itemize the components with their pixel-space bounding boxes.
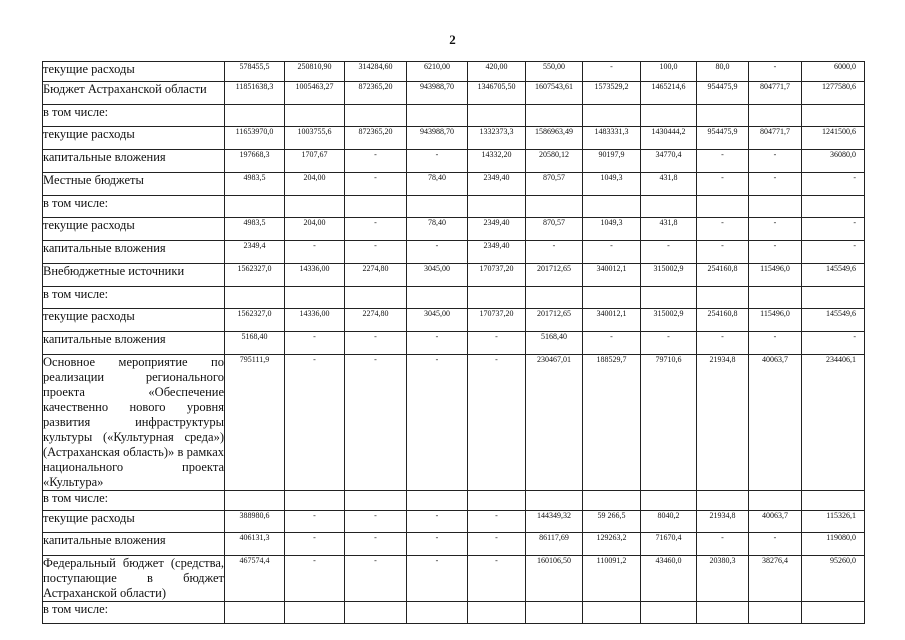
table-cell: 2349,40 [468, 173, 526, 196]
table-cell: - [526, 241, 583, 264]
table-cell: 1049,3 [583, 173, 641, 196]
table-cell [697, 602, 749, 624]
table-cell: 954475,9 [697, 82, 749, 105]
table-cell: 78,40 [407, 218, 468, 241]
table-row [43, 196, 865, 218]
table-cell: - [641, 332, 697, 355]
table-cell: 872365,20 [345, 82, 407, 105]
table-cell [583, 602, 641, 624]
table-cell: 1346705,50 [468, 82, 526, 105]
table-cell: 115496,0 [749, 264, 802, 287]
table-cell [802, 105, 865, 127]
table-cell [285, 196, 345, 218]
table-cell [225, 491, 285, 511]
table-cell: 144349,32 [526, 511, 583, 533]
table-cell [526, 491, 583, 511]
table-cell [285, 491, 345, 511]
table-cell [697, 196, 749, 218]
table-cell: - [407, 241, 468, 264]
row-label: капитальные вложения [43, 533, 225, 556]
table-cell: 578455,5 [225, 62, 285, 82]
table-cell: - [345, 511, 407, 533]
table-cell: 1707,67 [285, 150, 345, 173]
table-cell: 954475,9 [697, 127, 749, 150]
table-cell: 21934,8 [697, 511, 749, 533]
table-cell: - [583, 241, 641, 264]
table-cell: 115326,1 [802, 511, 865, 533]
table-cell [225, 105, 285, 127]
table-cell: 1562327,0 [225, 309, 285, 332]
table-cell: 14336,00 [285, 264, 345, 287]
table-cell: - [697, 533, 749, 556]
table-row [43, 218, 865, 241]
table-cell: - [285, 241, 345, 264]
row-label: Федеральный бюджет (средства, поступающие в бюджет Астраханской области) [43, 556, 224, 600]
table-cell: 59 266,5 [583, 511, 641, 533]
table-cell: - [468, 556, 526, 602]
table-cell: 870,57 [526, 173, 583, 196]
table-cell: 2349,40 [468, 218, 526, 241]
table-cell: - [345, 218, 407, 241]
table-cell [583, 105, 641, 127]
table-row [43, 150, 865, 173]
table-cell: 467574,4 [225, 556, 285, 602]
table-cell [641, 602, 697, 624]
table-cell: - [697, 218, 749, 241]
table-cell: 431,8 [641, 218, 697, 241]
table-row [43, 556, 865, 602]
table-cell [468, 196, 526, 218]
table-cell [345, 105, 407, 127]
table-row [43, 309, 865, 332]
table-cell [345, 287, 407, 309]
table-cell: 20580,12 [526, 150, 583, 173]
table-cell: 2349,40 [468, 241, 526, 264]
table-cell: 315002,9 [641, 264, 697, 287]
table-cell: - [468, 511, 526, 533]
table-cell [749, 105, 802, 127]
table-cell [407, 287, 468, 309]
table-cell: 40063,7 [749, 511, 802, 533]
table-cell: - [407, 556, 468, 602]
table-cell: 254160,8 [697, 309, 749, 332]
table-cell [802, 491, 865, 511]
table-cell [802, 196, 865, 218]
table-cell: 943988,70 [407, 127, 468, 150]
row-label: текущие расходы [43, 62, 225, 82]
table-cell: 129263,2 [583, 533, 641, 556]
table-cell [345, 602, 407, 624]
table-cell: 804771,7 [749, 127, 802, 150]
table-cell: 204,00 [285, 218, 345, 241]
table-cell [697, 105, 749, 127]
table-cell [285, 287, 345, 309]
table-cell: 78,40 [407, 173, 468, 196]
table-cell: 4983,5 [225, 218, 285, 241]
table-cell: 6000,0 [802, 62, 865, 82]
table-cell [345, 196, 407, 218]
table-cell: 3045,00 [407, 264, 468, 287]
table-cell: 2274,80 [345, 309, 407, 332]
table-cell: 204,00 [285, 173, 345, 196]
table-cell: 1005463,27 [285, 82, 345, 105]
table-cell [526, 287, 583, 309]
row-label: капитальные вложения [43, 241, 225, 264]
table-cell: 420,00 [468, 62, 526, 82]
table-cell: - [285, 511, 345, 533]
budget-table [42, 61, 865, 624]
table-cell: - [407, 511, 468, 533]
table-cell: - [285, 355, 345, 491]
table-cell: 1465214,6 [641, 82, 697, 105]
table-cell: 160106,50 [526, 556, 583, 602]
table-cell: 79710,6 [641, 355, 697, 491]
table-cell: 119080,0 [802, 533, 865, 556]
table-cell [641, 491, 697, 511]
table-cell: 230467,01 [526, 355, 583, 491]
table-cell: 90197,9 [583, 150, 641, 173]
table-cell: 1003755,6 [285, 127, 345, 150]
table-cell: 340012,1 [583, 264, 641, 287]
table-cell: 38276,4 [749, 556, 802, 602]
table-row [43, 241, 865, 264]
table-cell: 234406,1 [802, 355, 865, 491]
table-cell: 80,0 [697, 62, 749, 82]
subheading-label: в том числе: [43, 491, 225, 511]
row-label: текущие расходы [43, 309, 225, 332]
table-cell: - [285, 556, 345, 602]
table-cell: 86117,69 [526, 533, 583, 556]
subheading-label: в том числе: [43, 287, 225, 309]
table-cell: 71670,4 [641, 533, 697, 556]
table-cell [526, 602, 583, 624]
table-cell [468, 491, 526, 511]
table-cell: 1049,3 [583, 218, 641, 241]
table-cell: 8040,2 [641, 511, 697, 533]
table-cell: - [345, 150, 407, 173]
table-cell [749, 287, 802, 309]
table-cell: - [749, 241, 802, 264]
table-cell [697, 287, 749, 309]
table-cell: 188529,7 [583, 355, 641, 491]
table-cell: 1483331,3 [583, 127, 641, 150]
table-row [43, 355, 865, 491]
table-cell [285, 602, 345, 624]
table-cell: - [468, 533, 526, 556]
subheading-label: в том числе: [43, 602, 225, 624]
table-cell: - [749, 62, 802, 82]
table-cell [583, 196, 641, 218]
table-cell: 1332373,3 [468, 127, 526, 150]
table-cell [583, 287, 641, 309]
table-cell [468, 105, 526, 127]
table-cell: 1241500,6 [802, 127, 865, 150]
table-cell: 795111,9 [225, 355, 285, 491]
table-cell: - [802, 241, 865, 264]
table-cell: 431,8 [641, 173, 697, 196]
table-cell: 1430444,2 [641, 127, 697, 150]
table-cell: - [749, 150, 802, 173]
table-cell [526, 105, 583, 127]
table-cell: - [749, 218, 802, 241]
table-cell: 314284,60 [345, 62, 407, 82]
table-cell [345, 491, 407, 511]
table-cell: - [697, 150, 749, 173]
table-cell: - [345, 533, 407, 556]
table-cell: 201712,65 [526, 264, 583, 287]
table-cell: 145549,6 [802, 309, 865, 332]
row-label: Бюджет Астраханской области [43, 82, 225, 105]
table-cell [225, 602, 285, 624]
row-label: текущие расходы [43, 511, 225, 533]
row-label: Местные бюджеты [43, 173, 225, 196]
table-cell: 870,57 [526, 218, 583, 241]
table-cell: - [345, 355, 407, 491]
table-row [43, 491, 865, 511]
table-cell [749, 491, 802, 511]
table-cell [526, 196, 583, 218]
table-cell: 1586963,49 [526, 127, 583, 150]
table-cell [285, 105, 345, 127]
table-cell [802, 287, 865, 309]
table-cell: 43460,0 [641, 556, 697, 602]
table-cell: 21934,8 [697, 355, 749, 491]
table-cell [641, 287, 697, 309]
table-cell: - [407, 533, 468, 556]
table-cell: - [407, 332, 468, 355]
table-cell: 5168,40 [225, 332, 285, 355]
table-cell: - [697, 173, 749, 196]
table-cell: - [468, 332, 526, 355]
table-cell: - [802, 332, 865, 355]
table-cell [468, 602, 526, 624]
table-cell: 1562327,0 [225, 264, 285, 287]
table-cell: - [697, 241, 749, 264]
table-cell [641, 196, 697, 218]
table-cell: 254160,8 [697, 264, 749, 287]
row-label: капитальные вложения [43, 332, 225, 355]
table-row [43, 287, 865, 309]
table-cell: 95260,0 [802, 556, 865, 602]
table-cell: 14332,20 [468, 150, 526, 173]
table-cell: - [285, 533, 345, 556]
table-cell: - [583, 62, 641, 82]
page-number: 2 [449, 32, 456, 47]
table-row [43, 332, 865, 355]
table-cell: - [407, 150, 468, 173]
table-cell: 115496,0 [749, 309, 802, 332]
table-row [43, 264, 865, 287]
table-cell: 110091,2 [583, 556, 641, 602]
table-cell: - [749, 332, 802, 355]
table-cell: 20380,3 [697, 556, 749, 602]
row-label: Основное мероприятие по реализации регионального проекта «Обеспечение качественно нового уровня развития инфраструктуры культуры («Культурная среда») (Астраханская область)» в рамках национального проекта «Культура» [43, 355, 224, 489]
table-row [43, 173, 865, 196]
table-row [43, 82, 865, 105]
table-cell: 250810,90 [285, 62, 345, 82]
table-cell: 1573529,2 [583, 82, 641, 105]
table-cell: 388980,6 [225, 511, 285, 533]
row-label: капитальные вложения [43, 150, 225, 173]
table-cell: 170737,20 [468, 264, 526, 287]
table-cell: 5168,40 [526, 332, 583, 355]
table-cell: - [697, 332, 749, 355]
table-cell: 340012,1 [583, 309, 641, 332]
table-cell: - [285, 332, 345, 355]
table-cell: 100,0 [641, 62, 697, 82]
subheading-label: в том числе: [43, 196, 225, 218]
table-cell: 1607543,61 [526, 82, 583, 105]
table-row [43, 62, 865, 82]
row-label: текущие расходы [43, 127, 225, 150]
table-cell: - [345, 241, 407, 264]
table-row [43, 105, 865, 127]
table-cell: 2274,80 [345, 264, 407, 287]
table-cell: 872365,20 [345, 127, 407, 150]
table-cell [749, 602, 802, 624]
table-row [43, 533, 865, 556]
table-cell: 3045,00 [407, 309, 468, 332]
table-cell [407, 105, 468, 127]
table-cell: 145549,6 [802, 264, 865, 287]
table-cell [802, 602, 865, 624]
table-cell [468, 287, 526, 309]
table-cell: - [345, 332, 407, 355]
table-cell: 1277580,6 [802, 82, 865, 105]
table-cell [407, 196, 468, 218]
table-cell: 34770,4 [641, 150, 697, 173]
table-cell: 36080,0 [802, 150, 865, 173]
table-cell: 197668,3 [225, 150, 285, 173]
table-cell: - [407, 355, 468, 491]
table-cell: - [583, 332, 641, 355]
table-cell [407, 491, 468, 511]
table-cell: 14336,00 [285, 309, 345, 332]
table-row [43, 602, 865, 624]
table-cell: 201712,65 [526, 309, 583, 332]
table-cell: - [641, 241, 697, 264]
table-cell: - [802, 218, 865, 241]
table-cell: 11851638,3 [225, 82, 285, 105]
table-cell: 406131,3 [225, 533, 285, 556]
table-cell: 943988,70 [407, 82, 468, 105]
table-cell: - [345, 173, 407, 196]
row-label: текущие расходы [43, 218, 225, 241]
table-cell: - [802, 173, 865, 196]
table-row [43, 127, 865, 150]
table-cell: 6210,00 [407, 62, 468, 82]
table-cell: 11653970,0 [225, 127, 285, 150]
table-cell [697, 491, 749, 511]
table-cell: - [345, 556, 407, 602]
table-cell: 2349,4 [225, 241, 285, 264]
table-cell [225, 196, 285, 218]
table-row [43, 511, 865, 533]
table-cell: - [749, 533, 802, 556]
table-cell: 315002,9 [641, 309, 697, 332]
table-cell: - [468, 355, 526, 491]
table-cell [749, 196, 802, 218]
table-cell: 40063,7 [749, 355, 802, 491]
table-cell: 550,00 [526, 62, 583, 82]
table-cell [583, 491, 641, 511]
table-cell: 170737,20 [468, 309, 526, 332]
table-cell: 4983,5 [225, 173, 285, 196]
table-cell [225, 287, 285, 309]
table-cell [407, 602, 468, 624]
subheading-label: в том числе: [43, 105, 225, 127]
table-cell: - [749, 173, 802, 196]
row-label: Внебюджетные источники [43, 264, 225, 287]
table-cell: 804771,7 [749, 82, 802, 105]
table-cell [641, 105, 697, 127]
